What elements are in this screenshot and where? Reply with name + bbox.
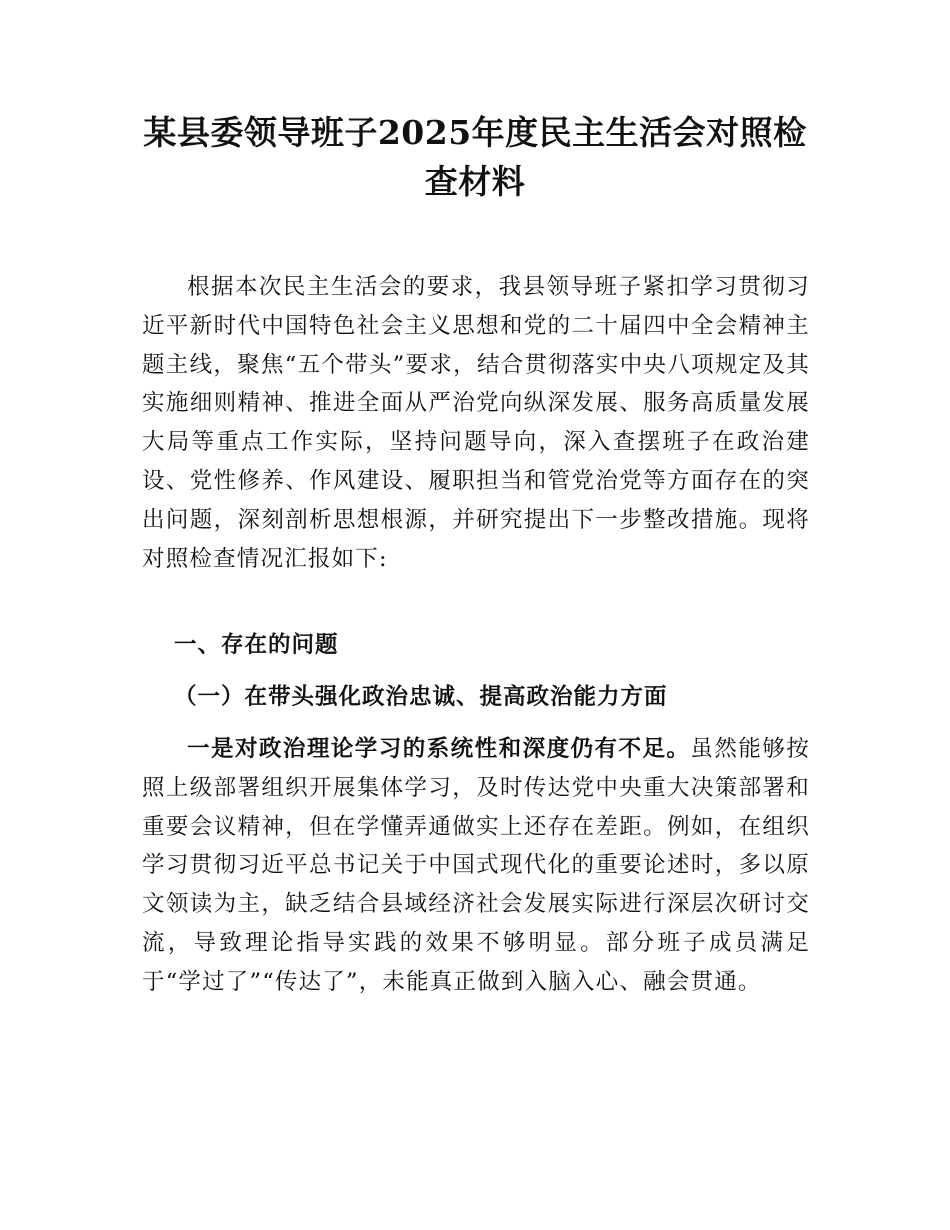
section-heading-problems: 一、存在的问题: [174, 632, 339, 658]
problem-point-1-body: 虽然能够按照上级部署组织开展集体学习，及时传达党中央重大决策部署和重要会议精神，但在学懂弄通做实上还存在差距。例如，在组织学习贯彻习近平总书记关于中国式现代化的重要论述时，多以原文领读为主，缺乏结合县域经济社会发展实际进行深层次研讨交流，导致理论指导实践的效果不够明显。部分班子成员满足于“学过了”“传达了”，未能真正做到入脑入心、融会贯通。: [142, 736, 810, 995]
intro-paragraph: 根据本次民主生活会的要求，我县领导班子紧扣学习贯彻习近平新时代中国特色社会主义思想和党的二十届四中全会精神主题主线，聚焦“五个带头”要求，结合贯彻落实中央八项规定及其实施细则精神、推进全面从严治党向纵深发展、服务高质量发展大局等重点工作实际，坚持问题导向，深入查摆班子在政治建设、党性修养、作风建设、履职担当和管党治党等方面存在的突出问题，深刻剖析思想根源，并研究提出下一步整改措施。现将对照检查情况汇报如下:: [142, 274, 810, 572]
problem-point-1: [142, 730, 810, 1002]
document-title: 某县委领导班子2025年度民主生活会对照检查材料: [143, 113, 807, 201]
problem-point-1-lead: 一是对政治理论学习的系统性和深度仍有不足。: [187, 736, 691, 762]
subsection-heading-political-loyalty: （一）在带头强化政治忠诚、提高政治能力方面: [174, 684, 668, 710]
